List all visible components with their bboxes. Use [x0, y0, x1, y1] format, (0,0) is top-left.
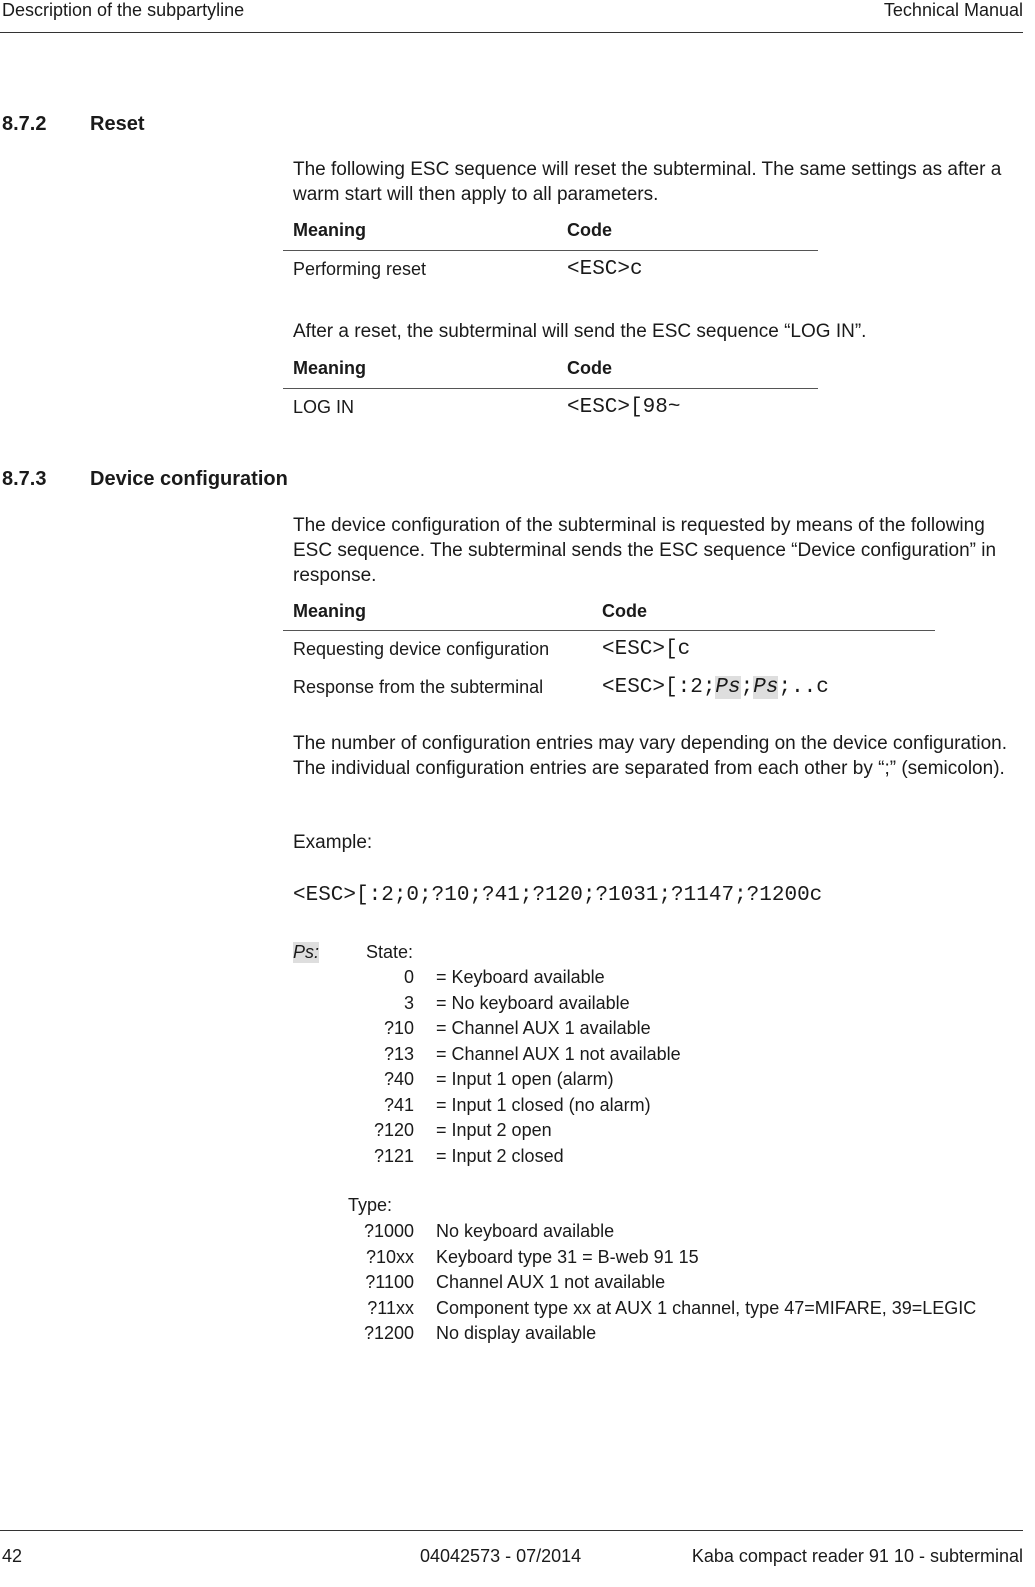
code-part: <ESC>[:2;: [602, 676, 716, 699]
footer-page-number: 42: [2, 1546, 23, 1566]
table-cell-code: <ESC>[98~: [567, 396, 681, 419]
legend-description: = Input 1 open (alarm): [436, 1069, 614, 1089]
legend-description: = Input 2 open: [436, 1120, 552, 1140]
table-rule: [283, 388, 818, 389]
table-cell-meaning: Performing reset: [293, 259, 427, 279]
table-header-meaning: Meaning: [293, 220, 367, 240]
legend-code: ?40: [383, 1069, 414, 1089]
legend-description: = Input 2 closed: [436, 1145, 564, 1166]
reset-after-text: After a reset, the subterminal will send the ESC sequence “LOG IN”.: [293, 321, 867, 342]
legend-code: ?10: [383, 1018, 414, 1038]
legend-code: ?41: [383, 1094, 414, 1115]
legend-code: ?1200: [363, 1323, 414, 1343]
ps-placeholder: Ps: [715, 676, 741, 699]
table-header-meaning: Meaning: [293, 601, 367, 621]
legend-description: = Channel AUX 1 available: [436, 1018, 651, 1038]
section-number-device: 8.7.3: [2, 468, 47, 490]
table-rule: [283, 250, 818, 251]
reset-intro: The following ESC sequence will reset the subterminal. The same settings as after a warm start will then apply to all parameters.: [293, 159, 1002, 205]
table-cell-code: <ESC>[c: [602, 638, 691, 661]
table-rule: [283, 630, 935, 631]
legend-description: = No keyboard available: [436, 992, 630, 1013]
header-rule: [0, 32, 1023, 33]
legend-description: = Keyboard available: [436, 967, 605, 987]
section-title-device: Device configuration: [90, 468, 288, 490]
legend-description: = Input 1 closed (no alarm): [436, 1094, 651, 1115]
legend-description: Component type xx at AUX 1 channel, type 47=MIFARE, 39=LEGIC: [436, 1297, 977, 1318]
section-title-reset: Reset: [90, 113, 145, 135]
footer-product: Kaba compact reader 91 10 - subterminal: [691, 1546, 1023, 1566]
table-header-code: Code: [567, 358, 612, 378]
device-intro: The device configuration of the subterminal is requested by means of the following ESC sequence. The subterminal sends the ESC sequence “Device configuration” in response.: [293, 515, 997, 586]
ps-placeholder: Ps: [753, 676, 779, 699]
legend-code: 0: [403, 967, 414, 987]
legend-description: Keyboard type 31 = B-web 91 15: [436, 1246, 699, 1267]
table-header-code: Code: [602, 601, 647, 621]
legend-description: Channel AUX 1 not available: [436, 1272, 666, 1292]
header-left: Description of the subpartyline: [2, 0, 245, 20]
legend-code: ?11xx: [367, 1297, 414, 1318]
table-header-code: Code: [567, 220, 612, 240]
legend-code: ?120: [373, 1120, 414, 1140]
code-part: ;..c: [778, 676, 829, 699]
footer-rule: [0, 1530, 1023, 1531]
device-note: The number of configuration entries may vary depending on the device configuration. The individual configuration entries are separated from each other by “;” (semicolon).: [293, 733, 1007, 779]
legend-description: No display available: [436, 1323, 597, 1343]
legend-description: = Channel AUX 1 not available: [436, 1043, 681, 1064]
table-cell-meaning: Response from the subterminal: [293, 677, 544, 697]
example-label: Example:: [293, 832, 373, 853]
legend-description: No keyboard available: [436, 1221, 615, 1241]
legend-code: ?10xx: [365, 1246, 414, 1267]
table-cell-meaning: LOG IN: [293, 397, 355, 417]
section-number-reset: 8.7.2: [2, 113, 47, 135]
table-header-meaning: Meaning: [293, 358, 367, 378]
legend-code: ?1000: [363, 1221, 414, 1241]
legend-code: ?13: [383, 1043, 414, 1064]
state-label: State:: [366, 942, 414, 962]
footer-doc-number: 04042573 - 07/2014: [420, 1546, 582, 1566]
example-code: <ESC>[:2;0;?10;?41;?120;?1031;?1147;?1200c: [293, 884, 823, 907]
legend-code: ?1100: [365, 1272, 414, 1292]
table-cell-meaning: Requesting device configuration: [293, 639, 550, 659]
type-label: Type:: [348, 1195, 393, 1215]
table-cell-code: [602, 676, 829, 699]
code-part: ;: [740, 676, 754, 699]
ps-label: Ps:: [293, 942, 320, 962]
table-cell-code: <ESC>c: [567, 258, 643, 281]
legend-code: ?121: [373, 1145, 414, 1166]
legend-code: 3: [403, 992, 414, 1013]
header-right: Technical Manual: [883, 0, 1023, 20]
